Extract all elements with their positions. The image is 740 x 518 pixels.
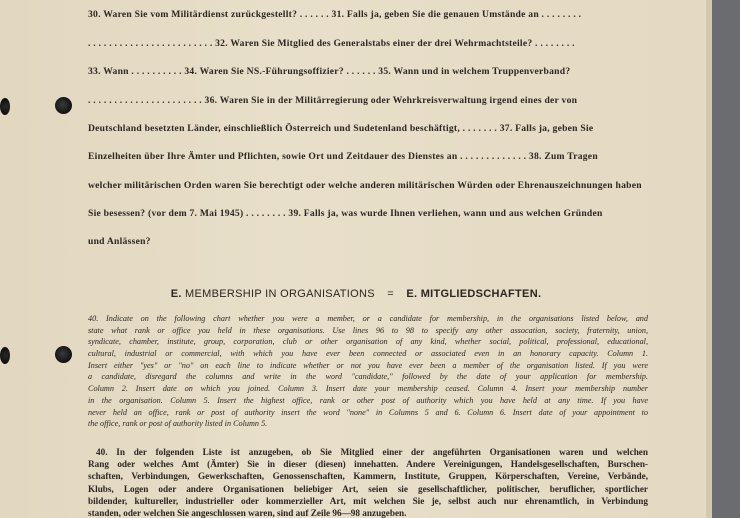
instructions-de-line: schaften, Verbindungen, Gewerkschaften, Genossenschaften, Kammern, Institute, Gruppen, Körperschaften, Vereine, Verbände, — [88, 471, 648, 482]
instructions-en-line: 40. Indicate on the following chart whether you were a member, or a candidate for membership, in the organisations listed below, and — [88, 314, 648, 323]
question-32: . . . . . . . . . . . . . . . . . . . . . . . . 32. Waren Sie Mitglied des Generalstabs einer der drei Wehrmachtsteile? . . . . . . . . — [88, 38, 575, 49]
section-title-de: MITGLIEDSCHAFTEN. — [420, 288, 542, 300]
instructions-en-line: state what rank or office you held in these organisations. Use lines 96 to 98 to specify any other assocation, society, fraternity, union, — [88, 325, 648, 335]
section-letter-en: E. — [170, 288, 182, 300]
question-39: Sie besessen? (vor dem 7. Mai 1945) . . . . . . . . 39. Falls ja, was wurde Ihnen verliehen, wann und aus welchen Gründen — [88, 208, 603, 219]
instructions-en-line: in the organisation. Column 5. Insert the highest office, rank or other post of authority which you have held at any time. If you have — [88, 395, 648, 405]
instructions-de-line: bildender, kultureller, industrieller oder kommerzieller Art, mit welchen Sie je, selbst auch nur ehrenamtlich, in Verbindung — [88, 495, 648, 506]
instructions-en-line: syndicate, chamber, institute, group, corporation, club or other organisation of any kind, whether social, political, professional, educational, — [88, 337, 648, 347]
question-38-line2: welcher militärischen Orden waren Sie berechtigt oder welche anderen militärischen Würden oder Ehrenauszeichnungen haben — [88, 180, 642, 191]
question-36-line1: . . . . . . . . . . . . . . . . . . . . . . 36. Waren Sie in der Militärregierung oder Wehrkreisverwaltung irgend eines der von — [88, 95, 578, 106]
scanner-background — [712, 0, 740, 518]
question-37-38: Einzelheiten über Ihre Ämter und Pflichten, sowie Ort und Zeitdauer des Dienstes an . . . . . . . . . . . . . 38. Zum Tragen — [88, 151, 598, 162]
punch-hole-left-upper — [0, 98, 10, 115]
instructions-de-line: 40. In der folgenden Liste ist anzugeben, ob Sie Mitglied einer der angeführten Organisationen waren und welchen — [96, 447, 648, 457]
instructions-en-line: a candidate, disregard the columns and write in the word "candidate," followed by the date of your application for membership. — [88, 372, 648, 382]
question-33-35: 33. Wann . . . . . . . . . . 34. Waren Sie NS.-Führungsoffizier? . . . . . . 35. Wann und in welchem Truppenverband? — [88, 66, 571, 77]
section-separator: = — [387, 288, 394, 300]
instructions-de-line: Klubs, Logen oder andere Organisationen beliebiger Art, seien sie gesellschaftlicher, politischer, beruflicher, sportlicher — [88, 483, 648, 494]
punch-hole-upper — [55, 97, 72, 114]
instructions-en-line: Insert either "yes" or "no" on each line to indicate whether or not you have ever been a member of the organisation listed. If you were — [88, 360, 648, 370]
question-39-line2: und Anlässen? — [88, 236, 151, 247]
instructions-english — [88, 313, 648, 430]
instructions-en-line: the office, rank or post of authority listed in Column 5. — [88, 419, 268, 429]
instructions-en-line: cultural, industrial or commercial, with which you have ever been connected or associated even in an honorary capacity. Column 1. — [88, 349, 648, 359]
question-30-31: 30. Waren Sie vom Militärdienst zurückgestellt? . . . . . . 31. Falls ja, geben Sie die genauen Umstände an . . . . . . . . — [88, 9, 582, 20]
instructions-de-line: standen, oder welchen Sie angeschlossen waren, sind auf Zeile 96—98 anzugeben. — [88, 507, 407, 518]
punch-hole-lower — [55, 346, 72, 363]
question-36-line2: Deutschland besetzten Länder, einschließlich Österreich und Sudetenland beschäftigt, . . . . . . . 37. Falls ja, geben Sie — [88, 123, 594, 134]
instructions-german — [88, 446, 648, 518]
instructions-en-line: Column 2. Insert date on which you joined. Column 3. Insert date your membership ceased. Column 4. Insert your membership number — [88, 384, 648, 394]
section-letter-de: E. — [406, 288, 418, 300]
section-title-en: MEMBERSHIP IN ORGANISATIONS — [185, 288, 375, 300]
section-heading — [0, 288, 712, 300]
instructions-en-line: never held an office, rank or post of authority insert the word "none" in Columns 5 and 6. Column 6. Insert date of your appointment to — [88, 407, 648, 417]
instructions-de-line: Rang oder welches Amt (Ämter) Sie in dieser (diesen) innehatten. Andere Vereinigungen, Handelsgesellschaften, Burschen- — [88, 459, 648, 470]
punch-hole-left-lower — [0, 347, 10, 364]
